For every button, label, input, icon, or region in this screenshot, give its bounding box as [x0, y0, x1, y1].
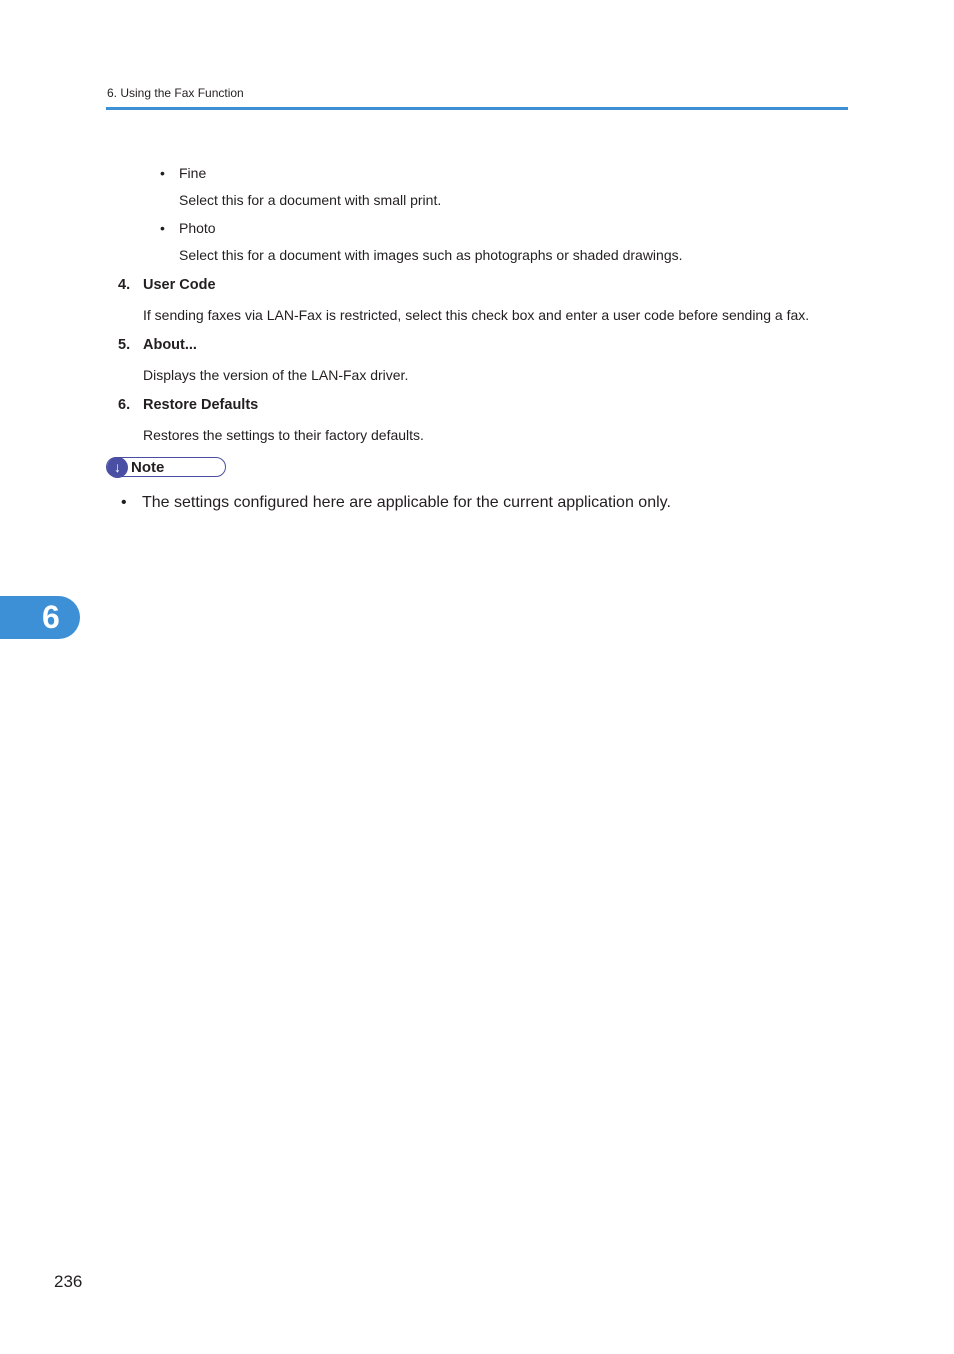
bullet: •: [160, 220, 165, 236]
option-description: Select this for a document with small print.: [179, 192, 442, 208]
item-number: 6.: [118, 397, 131, 413]
down-arrow-icon: ↓: [107, 457, 128, 478]
note-label: Note: [131, 459, 165, 476]
header-rule: [106, 107, 848, 110]
option-label: Fine: [179, 165, 207, 181]
chapter-number: 6: [42, 599, 60, 635]
item-number: 4.: [118, 277, 131, 293]
chapter-tab: [0, 596, 80, 639]
bullet: •: [160, 165, 165, 181]
item-title: User Code: [143, 277, 216, 293]
item-title: About...: [143, 337, 197, 353]
running-header: 6. Using the Fax Function: [107, 86, 244, 100]
option-label: Photo: [179, 220, 216, 236]
item-description: If sending faxes via LAN-Fax is restricted, select this check box and enter a user code before sending a fax.: [143, 307, 810, 323]
item-description: Displays the version of the LAN-Fax driver.: [143, 367, 409, 383]
item-description: Restores the settings to their factory defaults.: [143, 427, 424, 443]
page-number: 236: [54, 1272, 83, 1291]
note-badge: [106, 457, 226, 477]
item-number: 5.: [118, 337, 131, 353]
item-title: Restore Defaults: [143, 397, 259, 413]
bullet: •: [121, 494, 127, 511]
option-description: Select this for a document with images such as photographs or shaded drawings.: [179, 247, 683, 263]
note-text: The settings configured here are applicable for the current application only.: [142, 494, 671, 511]
